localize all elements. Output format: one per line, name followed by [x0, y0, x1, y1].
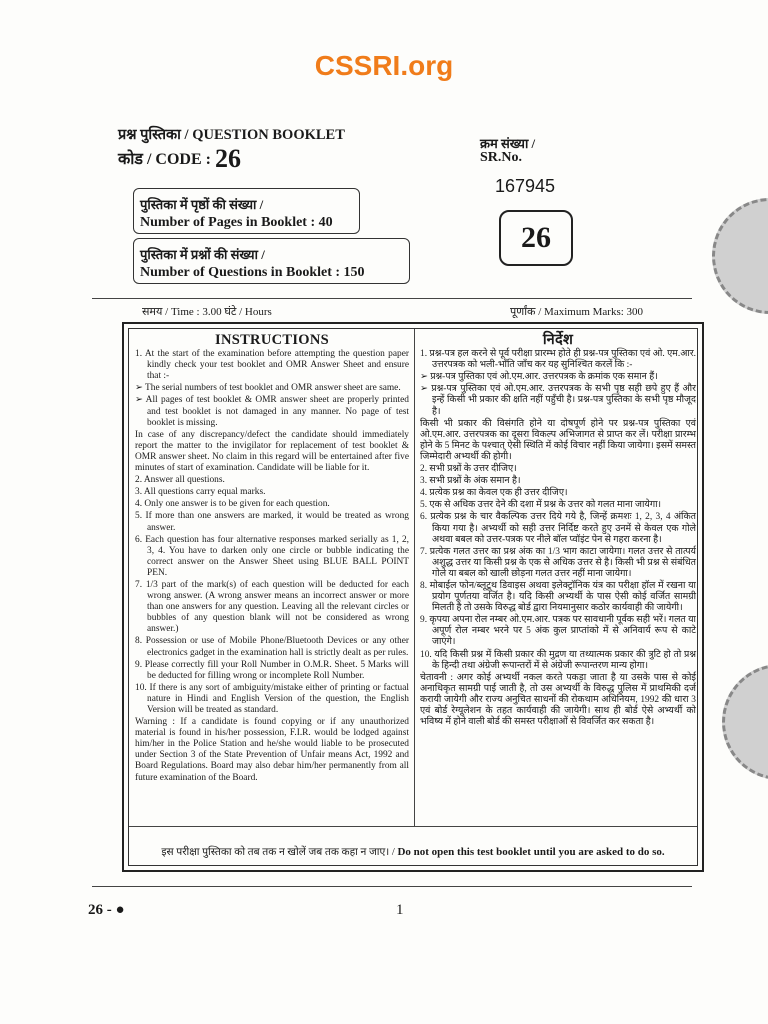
instructions-title: INSTRUCTIONS	[215, 332, 329, 348]
code-box: 26	[499, 210, 573, 266]
page-number: 1	[396, 902, 404, 918]
footer-note-en: Do not open this test booklet until you are asked to do so.	[397, 846, 665, 858]
instructions-inner	[128, 328, 698, 866]
instructions-column-hi	[420, 332, 696, 729]
instruction-item: 4. Only one answer is to be given for each question.	[135, 499, 330, 510]
instruction-warning: Warning : If a candidate is found copying or if any unauthorized material is found in his/her possession, F.I.R. would be lodged against him/her in the Police Station and he/she would liable to be prosecuted under Section 3 of the State Prevention of Unfair means Act, 1992 and Board Regulations. Board may also debar him/her permanently from all future examination of the Board.	[135, 717, 409, 783]
code-label: कोड / CODE :	[118, 151, 211, 168]
footer-divider	[129, 826, 697, 827]
questions-box	[133, 238, 410, 284]
instruction-item: 8. Possession or use of Mobile Phone/Bluetooth Devices or any other electronics gadget in the examination hall is strictly dealt as per rules.	[135, 636, 409, 658]
nirdesh-item: 7. प्रत्येक गलत उत्तर का प्रश्न अंक का 1/3 भाग काटा जायेगा। गलत उत्तर से तात्पर्य अशुद्ध उत्तर या किसी प्रश्न के एक से अधिक उत्तर से है। किसी भी प्रश्न से संबंधित गोले या बबल को खाली छोड़ना गलत उत्तर नहीं माना जायेगा।	[420, 546, 696, 579]
column-divider	[414, 329, 415, 827]
footer-note-hi: इस परीक्षा पुस्तिका को तब तक न खोलें जब तक कहा न जाए। /	[161, 847, 395, 858]
nirdesh-item: 5. एक से अधिक उत्तर देने की दशा में प्रश्न के उत्तर को गलत माना जायेगा।	[420, 500, 662, 511]
instruction-item: 10. If there is any sort of ambiguity/mistake either of printing or factual nature in Hindi and English Version of the question, the English Version will be treated as standard.	[135, 682, 409, 715]
instruction-item: ➢ The serial numbers of test booklet and OMR answer sheet are same.	[135, 383, 401, 394]
nirdesh-warning: चेतावनी : अगर कोई अभ्यर्थी नकल करते पकड़ा जाता है या उसके पास से कोई अनाधिकृत सामग्री पाई जाती है, तो उस अभ्यर्थी के विरुद्ध पुलिस में प्राथमिकी दर्ज करायी जायेगी और राज्य अनुचित साधनों की रोकथाम अधिनियम, 1992 की धारा 3 एवं बोर्ड रेग्यूलेशन के तहत कार्यवाही की जायेगी। साथ ही बोर्ड ऐसे अभ्यर्थी को भविष्य में होने वाली बोर्ड की समस्त परीक्षाओं से विवर्जित कर सकता है।	[420, 672, 696, 728]
pages-label-en: Number of Pages in Booklet : 40	[140, 215, 333, 230]
instruction-item: 7. 1/3 part of the mark(s) of each question will be deducted for each wrong answer. (A wrong answer means an incorrect answer or more than one answers for any question. Leaving all the relevant circles or bubbles of any question blank will not be considered as wrong answer.)	[135, 579, 409, 635]
instructions-column-en	[135, 332, 409, 785]
page-code: 26 - ●	[88, 902, 125, 918]
instruction-item: 6. Each question has four alternative responses marked serially as 1, 2, 3, 4. You have to darken only one circle or bubble indicating the correct answer on the Answer Sheet using BLUE BALL POINT PEN.	[135, 534, 409, 578]
divider-top	[92, 298, 692, 299]
instruction-item: 2. Answer all questions.	[135, 475, 225, 486]
nirdesh-item: ➢ प्रश्न-पत्र पुस्तिका एवं ओ.एम.आर. उत्तरपत्रक के सभी पृष्ठ सही छपे हुए हैं और इन्हें किसी भी प्रकार की क्षति नहीं पहुँची है। प्रश्न-पत्र पुस्तिका के सभी पृष्ठ मौजूद है।	[420, 384, 696, 417]
nirdesh-item: 3. सभी प्रश्नों के अंक समान है।	[420, 476, 521, 487]
seal-top-right	[712, 198, 768, 314]
nirdesh-item: ➢ प्रश्न-पत्र पुस्तिका एवं ओ.एम.आर. उत्तरपत्रक के क्रमांक एक समान हैं।	[420, 372, 658, 383]
instruction-item: ➢ All pages of test booklet & OMR answer sheet are properly printed and test booklet is not damaged in any manner. No page of test booklet is missing.	[135, 395, 409, 428]
serial-number: 167945	[495, 176, 556, 196]
sr-label-en: SR.No.	[480, 150, 523, 165]
instruction-item: In case of any discrepancy/defect the candidate should immediately report the matter to the invigilator for replacement of test booklet & OMR answer sheet. No claim in this regard will be entertained after five minutes of start of examination. Candidate will be liable for it.	[135, 429, 409, 474]
nirdesh-item: 10. यदि किसी प्रश्न में किसी प्रकार की मुद्रण या तथ्यात्मक प्रकार की त्रुटि हो तो प्रश्न के हिन्दी तथा अंग्रेजी रूपान्तरों में से अंग्रेजी रूपान्तरण मान्य होगा।	[420, 649, 696, 671]
instruction-item: 9. Please correctly fill your Roll Number in O.M.R. Sheet. 5 Marks will be deducted for filling wrong or incomplete Roll Number.	[135, 659, 409, 681]
questions-label-hi: पुस्तिका में प्रश्नों की संख्या /	[140, 247, 265, 262]
nirdesh-item: 8. मोबाईल फोन/ब्लूटूथ डिवाइस अथवा इलेक्ट्रॉनिक यंत्र का परीक्षा हॉल में रखना या प्रयोग पूर्णतया वर्जित है। यदि किसी अभ्यर्थी के पास ऐसी कोई वर्जित सामग्री मिलती है तो उसके विरुद्ध बोर्ड द्वारा नियमानुसार कठोर कार्यवाही की जायेगी।	[420, 580, 696, 614]
questions-label-en: Number of Questions in Booklet : 150	[140, 265, 365, 280]
sr-label-hi: क्रम संख्या /	[480, 136, 536, 151]
nirdesh-item: किसी भी प्रकार की विसंगति होने या दोषपूर्ण होने पर प्रश्न-पत्र पुस्तिका एवं ओ.एम.आर. उत्तरपत्रक का दूसरा विकल्प अभिजागत से प्राप्त कर लें। परीक्षा प्रारम्भ होने के 5 मिनट के पश्चात् ऐसी स्थिति में कोई विचार नहीं किया जायेगा। इसमें समस्त जिम्मेदारी अभ्यर्थी की होगी।	[420, 418, 696, 462]
instruction-item: 3. All questions carry equal marks.	[135, 487, 266, 498]
nirdesh-item: 9. कृपया अपना रोल नम्बर ओ.एम.आर. पत्रक पर सावधानी पूर्वक सही भरें। गलत या अपूर्ण रोल नम्बर भरने पर 5 अंक कुल प्राप्तांको में से अनिवार्य रूप से काटे जाएंगे।	[420, 615, 696, 648]
instruction-item: 5. If more than one answers are marked, it would be treated as wrong answer.	[135, 511, 409, 533]
code-value: 26	[215, 144, 241, 173]
nirdesh-item: 1. प्रश्न-पत्र हल करने से पूर्व परीक्षा प्रारम्भ होते ही प्रश्न-पत्र पुस्तिका एवं ओ. एम.आर. उत्तरपत्रक को भली-भाँति जाँच कर यह सुनिश्चित करलें कि :-	[420, 349, 696, 371]
nirdesh-item: 2. सभी प्रश्नों के उत्तर दीजिए।	[420, 464, 517, 475]
site-name: CSSRI.org	[314, 50, 454, 81]
footer-note	[135, 845, 691, 859]
pages-label-hi: पुस्तिका में पृष्ठों की संख्या /	[140, 197, 264, 212]
nirdesh-item: 4. प्रत्येक प्रश्न का केवल एक ही उत्तर दीजिए।	[420, 488, 568, 499]
nirdesh-item: 6. प्रत्येक प्रश्न के चार वैकल्पिक उत्तर दिये गये है, जिन्हें क्रमशः 1, 2, 3, 4 अंकित किया गया है। अभ्यर्थी को सही उत्तर निर्दिष्ट करते हुए उनमें से केवल एक गोले अथवा बबल को उत्तर-पत्रक पर नीले बॉल प्वॉइंट पेन से गहरा करना है।	[420, 512, 696, 545]
time-label: समय / Time : 3.00 घंटे / Hours	[142, 306, 272, 318]
booklet-label: प्रश्न पुस्तिका / QUESTION BOOKLET	[118, 127, 345, 143]
instructions-frame	[122, 322, 704, 872]
code-line	[118, 144, 241, 174]
divider-bottom	[92, 886, 692, 887]
pages-box	[133, 188, 360, 234]
nirdesh-title: निर्देश	[542, 332, 574, 348]
instruction-item: 1. At the start of the examination before attempting the question paper kindly check your test booklet and OMR Answer Sheet and ensure that :-	[135, 349, 409, 382]
max-marks-label: पूर्णांक / Maximum Marks: 300	[510, 306, 644, 318]
seal-bottom-right	[722, 664, 768, 780]
